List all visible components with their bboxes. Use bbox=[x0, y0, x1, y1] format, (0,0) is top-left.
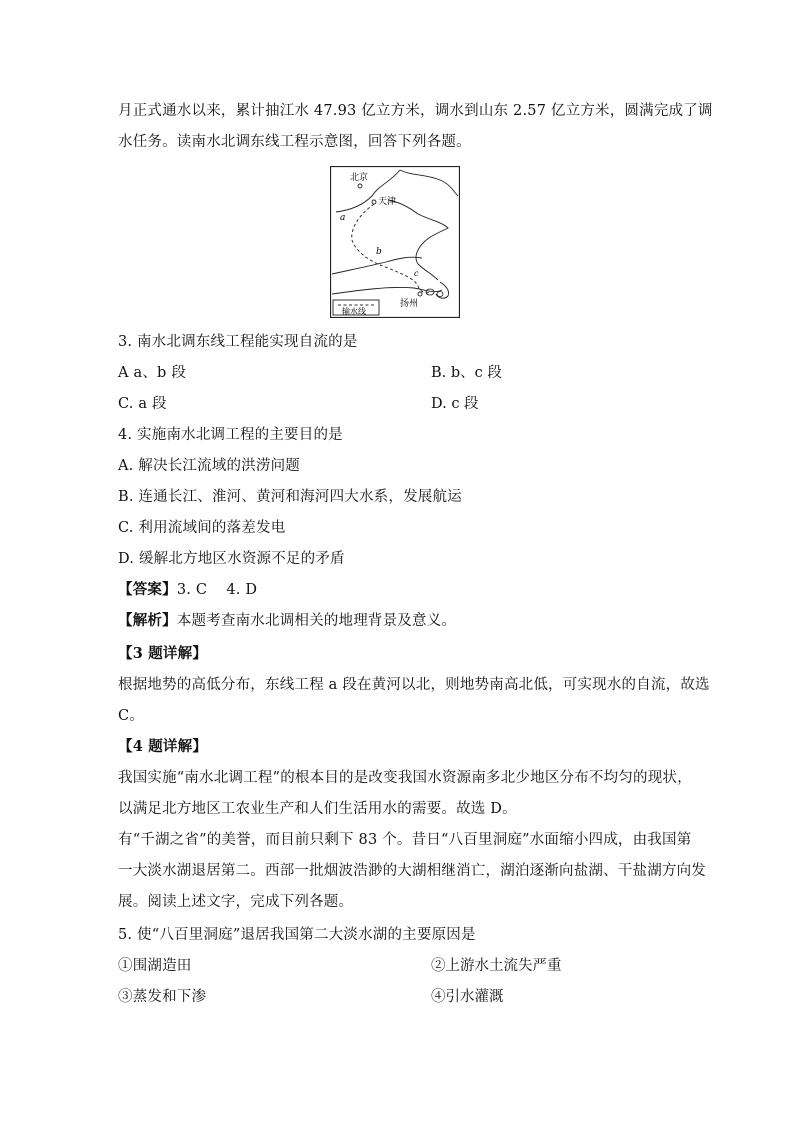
passage-line-3: 展。阅读上述文字，完成下列各题。 bbox=[118, 894, 354, 910]
analysis-line bbox=[118, 612, 456, 630]
label-seg-c: c bbox=[414, 269, 419, 278]
label-seg-b: b bbox=[376, 247, 382, 257]
detail3-line-2: C。 bbox=[118, 708, 144, 724]
q4-option-b: B. 连通长江、淮河、黄河和海河四大水系，发展航运 bbox=[118, 489, 462, 505]
q4-option-a: A. 解决长江流域的洪涝问题 bbox=[118, 458, 300, 474]
legend-label: 输水线 bbox=[342, 307, 366, 316]
detail4-line-1: 我国实施“南水北调工程”的根本目的是改变我国水资源南多北少地区分布不均匀的现状， bbox=[118, 770, 692, 786]
label-seg-a: a bbox=[340, 213, 346, 223]
q3-option-c: C. a 段 bbox=[118, 396, 167, 412]
q5-option-3: ③蒸发和下渗 bbox=[118, 989, 207, 1005]
detail3-heading: 【3 题详解】 bbox=[118, 645, 208, 662]
q5-option-2: ②上游水土流失严重 bbox=[431, 958, 562, 974]
passage-line-2: 一大淡水湖退居第二。西部一批烟波浩渺的大湖相继消亡，湖泊逐渐向盐湖、干盐湖方向发 bbox=[118, 863, 706, 879]
detail4-heading: 【4 题详解】 bbox=[118, 738, 208, 755]
q3-option-a: A a、b 段 bbox=[118, 365, 187, 381]
q3-option-b: B. b、c 段 bbox=[431, 365, 502, 381]
map-frame bbox=[331, 167, 460, 318]
q4-option-d: D. 缓解北方地区水资源不足的矛盾 bbox=[118, 551, 345, 567]
q5-option-1: ①围湖造田 bbox=[118, 958, 192, 974]
q3-option-d: D. c 段 bbox=[431, 396, 479, 412]
q4-stem: 4. 实施南水北调工程的主要目的是 bbox=[118, 427, 343, 443]
analysis-text: 本题考查南水北调相关的地理背景及意义。 bbox=[176, 613, 457, 629]
south-north-water-diversion-map bbox=[330, 166, 460, 318]
analysis-label: 【解析】 bbox=[118, 612, 177, 629]
intro-line-2: 水任务。读南水北调东线工程示意图，回答下列各题。 bbox=[118, 134, 471, 150]
detail3-line-1: 根据地势的高低分布，东线工程 a 段在黄河以北，则地势南高北低，可实现水的自流，故选 bbox=[118, 677, 710, 693]
label-tianjin: 天津 bbox=[378, 197, 397, 207]
q4-option-c: C. 利用流域间的落差发电 bbox=[118, 520, 286, 536]
q5-option-4: ④引水灌溉 bbox=[431, 989, 504, 1005]
passage-line-1: 有“千湖之省”的美誉，而目前只剩下 83 个。昔日“八百里洞庭”水面缩小四成，由我国第 bbox=[118, 832, 692, 848]
q3-stem: 3. 南水北调东线工程能实现自流的是 bbox=[118, 334, 358, 350]
answer-line bbox=[118, 581, 257, 599]
detail4-line-2: 以满足北方地区工农业生产和人们生活用水的需要。故选 D。 bbox=[118, 801, 517, 817]
label-yangzhou: 扬州 bbox=[400, 299, 419, 309]
answer-label: 【答案】 bbox=[118, 581, 177, 598]
answer-text: 3. C 4. D bbox=[176, 582, 258, 598]
q5-stem: 5. 使“八百里洞庭”退居我国第二大淡水湖的主要原因是 bbox=[118, 927, 476, 943]
label-beijing: 北京 bbox=[350, 173, 369, 183]
intro-line-1: 月正式通水以来，累计抽江水 47.93 亿立方米，调水到山东 2.57 亿立方米，圆满完成了调 bbox=[118, 103, 713, 119]
